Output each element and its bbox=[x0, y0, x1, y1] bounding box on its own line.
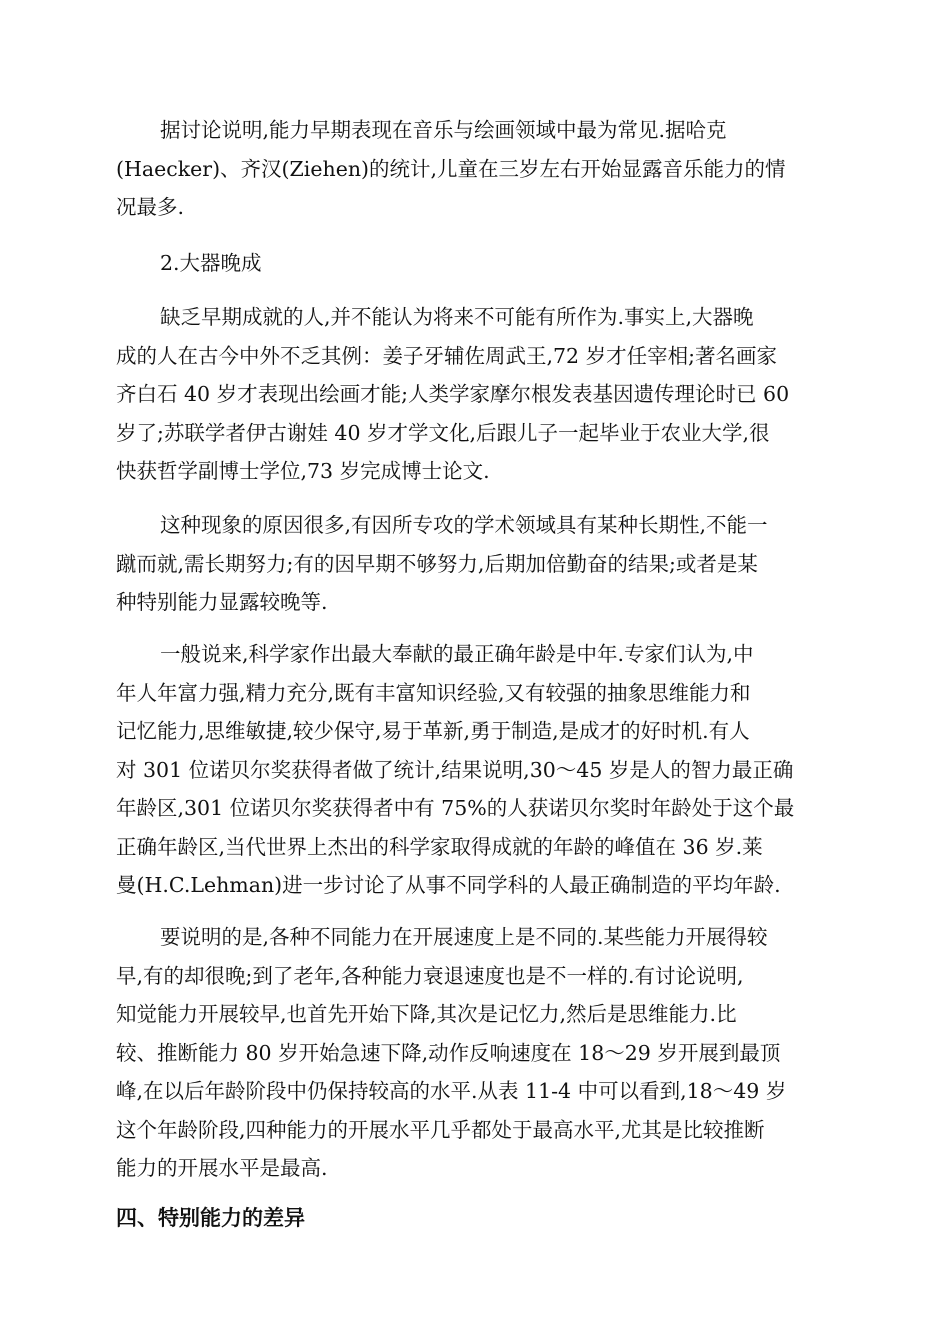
text-line: 对 301 位诺贝尔奖获得者做了统计,结果说明,30～45 岁是人的智力最正确 bbox=[116, 757, 794, 782]
text-line: 况最多. bbox=[116, 195, 185, 219]
text-line: 年龄区,301 位诺贝尔奖获得者中有 75%的人获诺贝尔奖时年龄处于这个最 bbox=[116, 796, 795, 820]
text-line: 记忆能力,思维敏捷,较少保守,易于革新,勇于制造,是成才的好时机.有人 bbox=[116, 719, 750, 743]
text-line: 年人年富力强,精力充分,既有丰富知识经验,又有较强的抽象思维能力和 bbox=[116, 680, 751, 705]
text-line: 能力的开展水平是最高. bbox=[116, 1156, 328, 1180]
text-line: 曼(H.C.Lehman)进一步讨论了从事不同学科的人最正确制造的平均年龄. bbox=[116, 873, 781, 897]
text-line: 成的人在古今中外不乏其例：姜子牙辅佐周武王,72 岁才任宰相;著名画家 bbox=[116, 343, 778, 368]
text-line: 较、推断能力 80 岁开始急速下降,动作反响速度在 18～29 岁开展到最顶 bbox=[116, 1040, 781, 1065]
text-line: (Haecker)、齐汉(Ziehen)的统计,儿童在三岁左右开始显露音乐能力的情 bbox=[116, 156, 786, 181]
text-line: 岁了;苏联学者伊古谢娃 40 岁才学文化,后跟儿子一起毕业于农业大学,很 bbox=[116, 420, 770, 445]
paragraph-reasons bbox=[116, 506, 834, 622]
text-line: 2.大器晚成 bbox=[160, 251, 262, 275]
text-line: 这种现象的原因很多,有因所专攻的学术领域具有某种长期性,不能一 bbox=[160, 513, 768, 537]
text-line: 早,有的却很晚;到了老年,各种能力衰退速度也是不一样的.有讨论说明, bbox=[116, 963, 744, 988]
paragraph-late-achievement bbox=[116, 298, 834, 491]
text-line: 齐白石 40 岁才表现出绘画才能;人类学家摩尔根发表基因遗传理论时已 60 bbox=[116, 382, 790, 406]
paragraph-early-ability bbox=[116, 111, 834, 227]
text-line: 据讨论说明,能力早期表现在音乐与绘画领域中最为常见.据哈克 bbox=[160, 118, 727, 142]
text-line: 缺乏早期成就的人,并不能认为将来不可能有所作为.事实上,大器晚 bbox=[160, 305, 754, 329]
subheading-late-bloomers bbox=[116, 244, 834, 283]
paragraph-ability-development bbox=[116, 918, 834, 1188]
paragraph-scientist-age bbox=[116, 635, 834, 905]
text-line: 种特别能力显露较晚等. bbox=[116, 590, 328, 614]
section-heading: 四、特别能力的差异 bbox=[116, 1206, 305, 1230]
text-line: 要说明的是,各种不同能力在开展速度上是不同的.某些能力开展得较 bbox=[160, 925, 768, 949]
text-line: 这个年龄阶段,四种能力的开展水平几乎都处于最高水平,尤其是比较推断 bbox=[116, 1117, 765, 1142]
text-line: 蹴而就,需长期努力;有的因早期不够努力,后期加倍勤奋的结果;或者是某 bbox=[116, 551, 758, 576]
text-line: 快获哲学副博士学位,73 岁完成博士论文. bbox=[116, 459, 490, 483]
text-line: 一般说来,科学家作出最大奉献的最正确年龄是中年.专家们认为,中 bbox=[160, 642, 754, 666]
text-line: 正确年龄区,当代世界上杰出的科学家取得成就的年龄的峰值在 36 岁.莱 bbox=[116, 834, 763, 859]
text-line: 知觉能力开展较早,也首先开始下降,其次是记忆力,然后是思维能力.比 bbox=[116, 1002, 737, 1026]
text-line: 峰,在以后年龄阶段中仍保持较高的水平.从表 11-4 中可以看到,18～49 岁 bbox=[116, 1079, 787, 1103]
